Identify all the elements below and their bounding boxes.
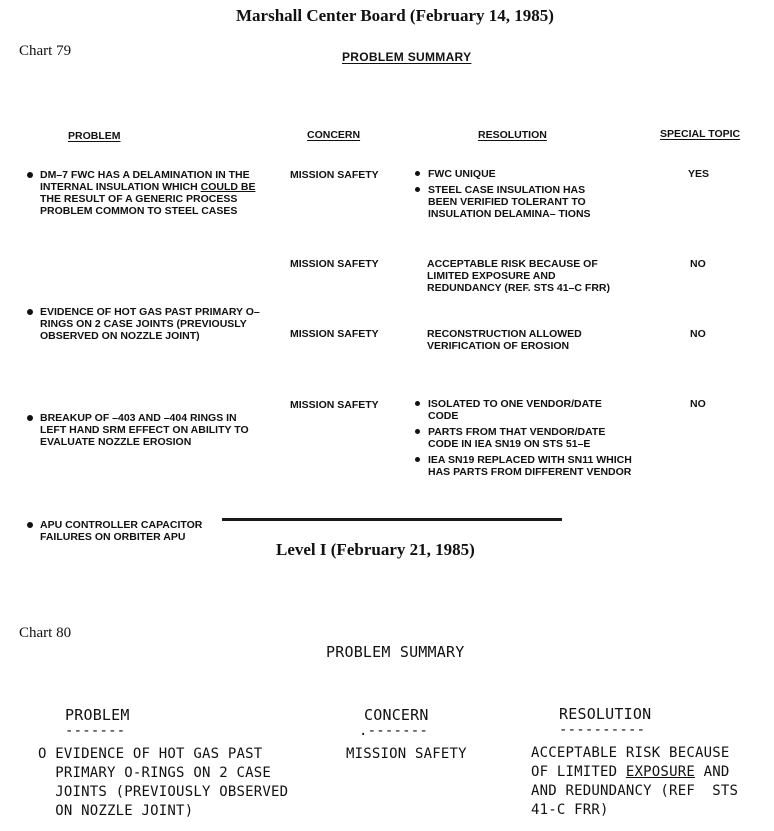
table-row-problem: O EVIDENCE OF HOT GAS PAST PRIMARY O-RINGS ON 2 CASE JOINTS (PREVIOUSLY OBSERVED ON NOZZLE JOINT) [38,746,289,819]
resolution-item: ISOLATED TO ONE VENDOR/DATE CODE [415,398,633,422]
table-row-concern: MISSION SAFETY [290,169,379,181]
table-row-problem [27,169,262,217]
header-problem: PROBLEM [68,130,121,142]
resolution-line: AND [694,764,730,780]
chart-label: Chart 79 [19,43,72,59]
table-row-problem: EVIDENCE OF HOT GAS PAST PRIMARY O–RINGS ON 2 CASE JOINTS (PREVIOUSLY OBSERVED ON NOZZLE JOINT) [27,306,262,342]
resolution-line: AND REDUNDANCY (REF STS [531,783,739,799]
table-row-special: NO [690,328,706,340]
header-problem: PROBLEM [65,706,130,724]
header-underline: ---------- [559,722,646,738]
header-underline: .------- [359,723,429,739]
resolution-line: 41-C FRR) [531,802,609,818]
table-row-concern: MISSION SAFETY [346,746,467,762]
header-resolution: RESOLUTION [559,705,652,723]
section-divider [222,518,562,521]
resolution-item: FWC UNIQUE [415,168,615,180]
header-concern: CONCERN [307,129,361,141]
table-row-resolution: ACCEPTABLE RISK BECAUSE OF LIMITED EXPOSURE AND REDUNDANCY (REF. STS 41–C FRR) [427,258,610,294]
header-concern: CONCERN [364,706,429,724]
table-row-concern: MISSION SAFETY [290,258,379,270]
table-row-concern: MISSION SAFETY [290,399,379,411]
table-row-problem: APU CONTROLLER CAPACITOR FAILURES ON ORBITER APU [27,519,250,543]
resolution-line: ACCEPTABLE RISK BECAUSE [531,745,730,761]
table-row-special: NO [690,258,706,270]
resolution-item: PARTS FROM THAT VENDOR/DATE CODE IN IEA SN19 ON STS 51–E [415,426,633,450]
header-special-topic: SPECIAL TOPIC [660,128,741,140]
resolution-emphasis: EXPOSURE [625,764,695,780]
resolution-item: IEA SN19 REPLACED WITH SN11 WHICH HAS PARTS FROM DIFFERENT VENDOR [415,454,633,478]
summary-title: PROBLEM SUMMARY [326,643,465,661]
board-title: Marshall Center Board (February 14, 1985) [236,6,554,25]
problem-emphasis: COULD BE [200,181,256,193]
table-row-problem: BREAKUP OF –403 AND –404 RINGS IN LEFT HAND SRM EFFECT ON ABILITY TO EVALUATE NOZZLE EROSION [27,412,250,448]
header-underline: ------- [65,723,126,739]
problem-text: DM–7 FWC HAS A DELAMINATION IN THE INTERNAL INSULATION WHICH [40,169,250,193]
table-row-resolution: RECONSTRUCTION ALLOWED VERIFICATION OF EROSION [427,328,582,352]
table-row-resolution [531,744,738,820]
resolution-item: STEEL CASE INSULATION HAS BEEN VERIFIED TOLERANT TO INSULATION DELAMINA– TIONS [415,184,615,220]
resolution-line: OF LIMITED [531,764,626,780]
table-row-concern: MISSION SAFETY [290,328,379,340]
table-row-special: NO [690,398,706,410]
table-row-resolution [415,398,633,482]
table-row-resolution [415,168,615,224]
table-row-special: YES [688,168,710,180]
level-title: Level I (February 21, 1985) [276,540,475,559]
chart-label: Chart 80 [19,625,72,641]
problem-text: THE RESULT OF A GENERIC PROCESS PROBLEM COMMON TO STEEL CASES [40,193,238,217]
header-resolution: RESOLUTION [478,129,547,141]
summary-title: PROBLEM SUMMARY [342,50,472,64]
